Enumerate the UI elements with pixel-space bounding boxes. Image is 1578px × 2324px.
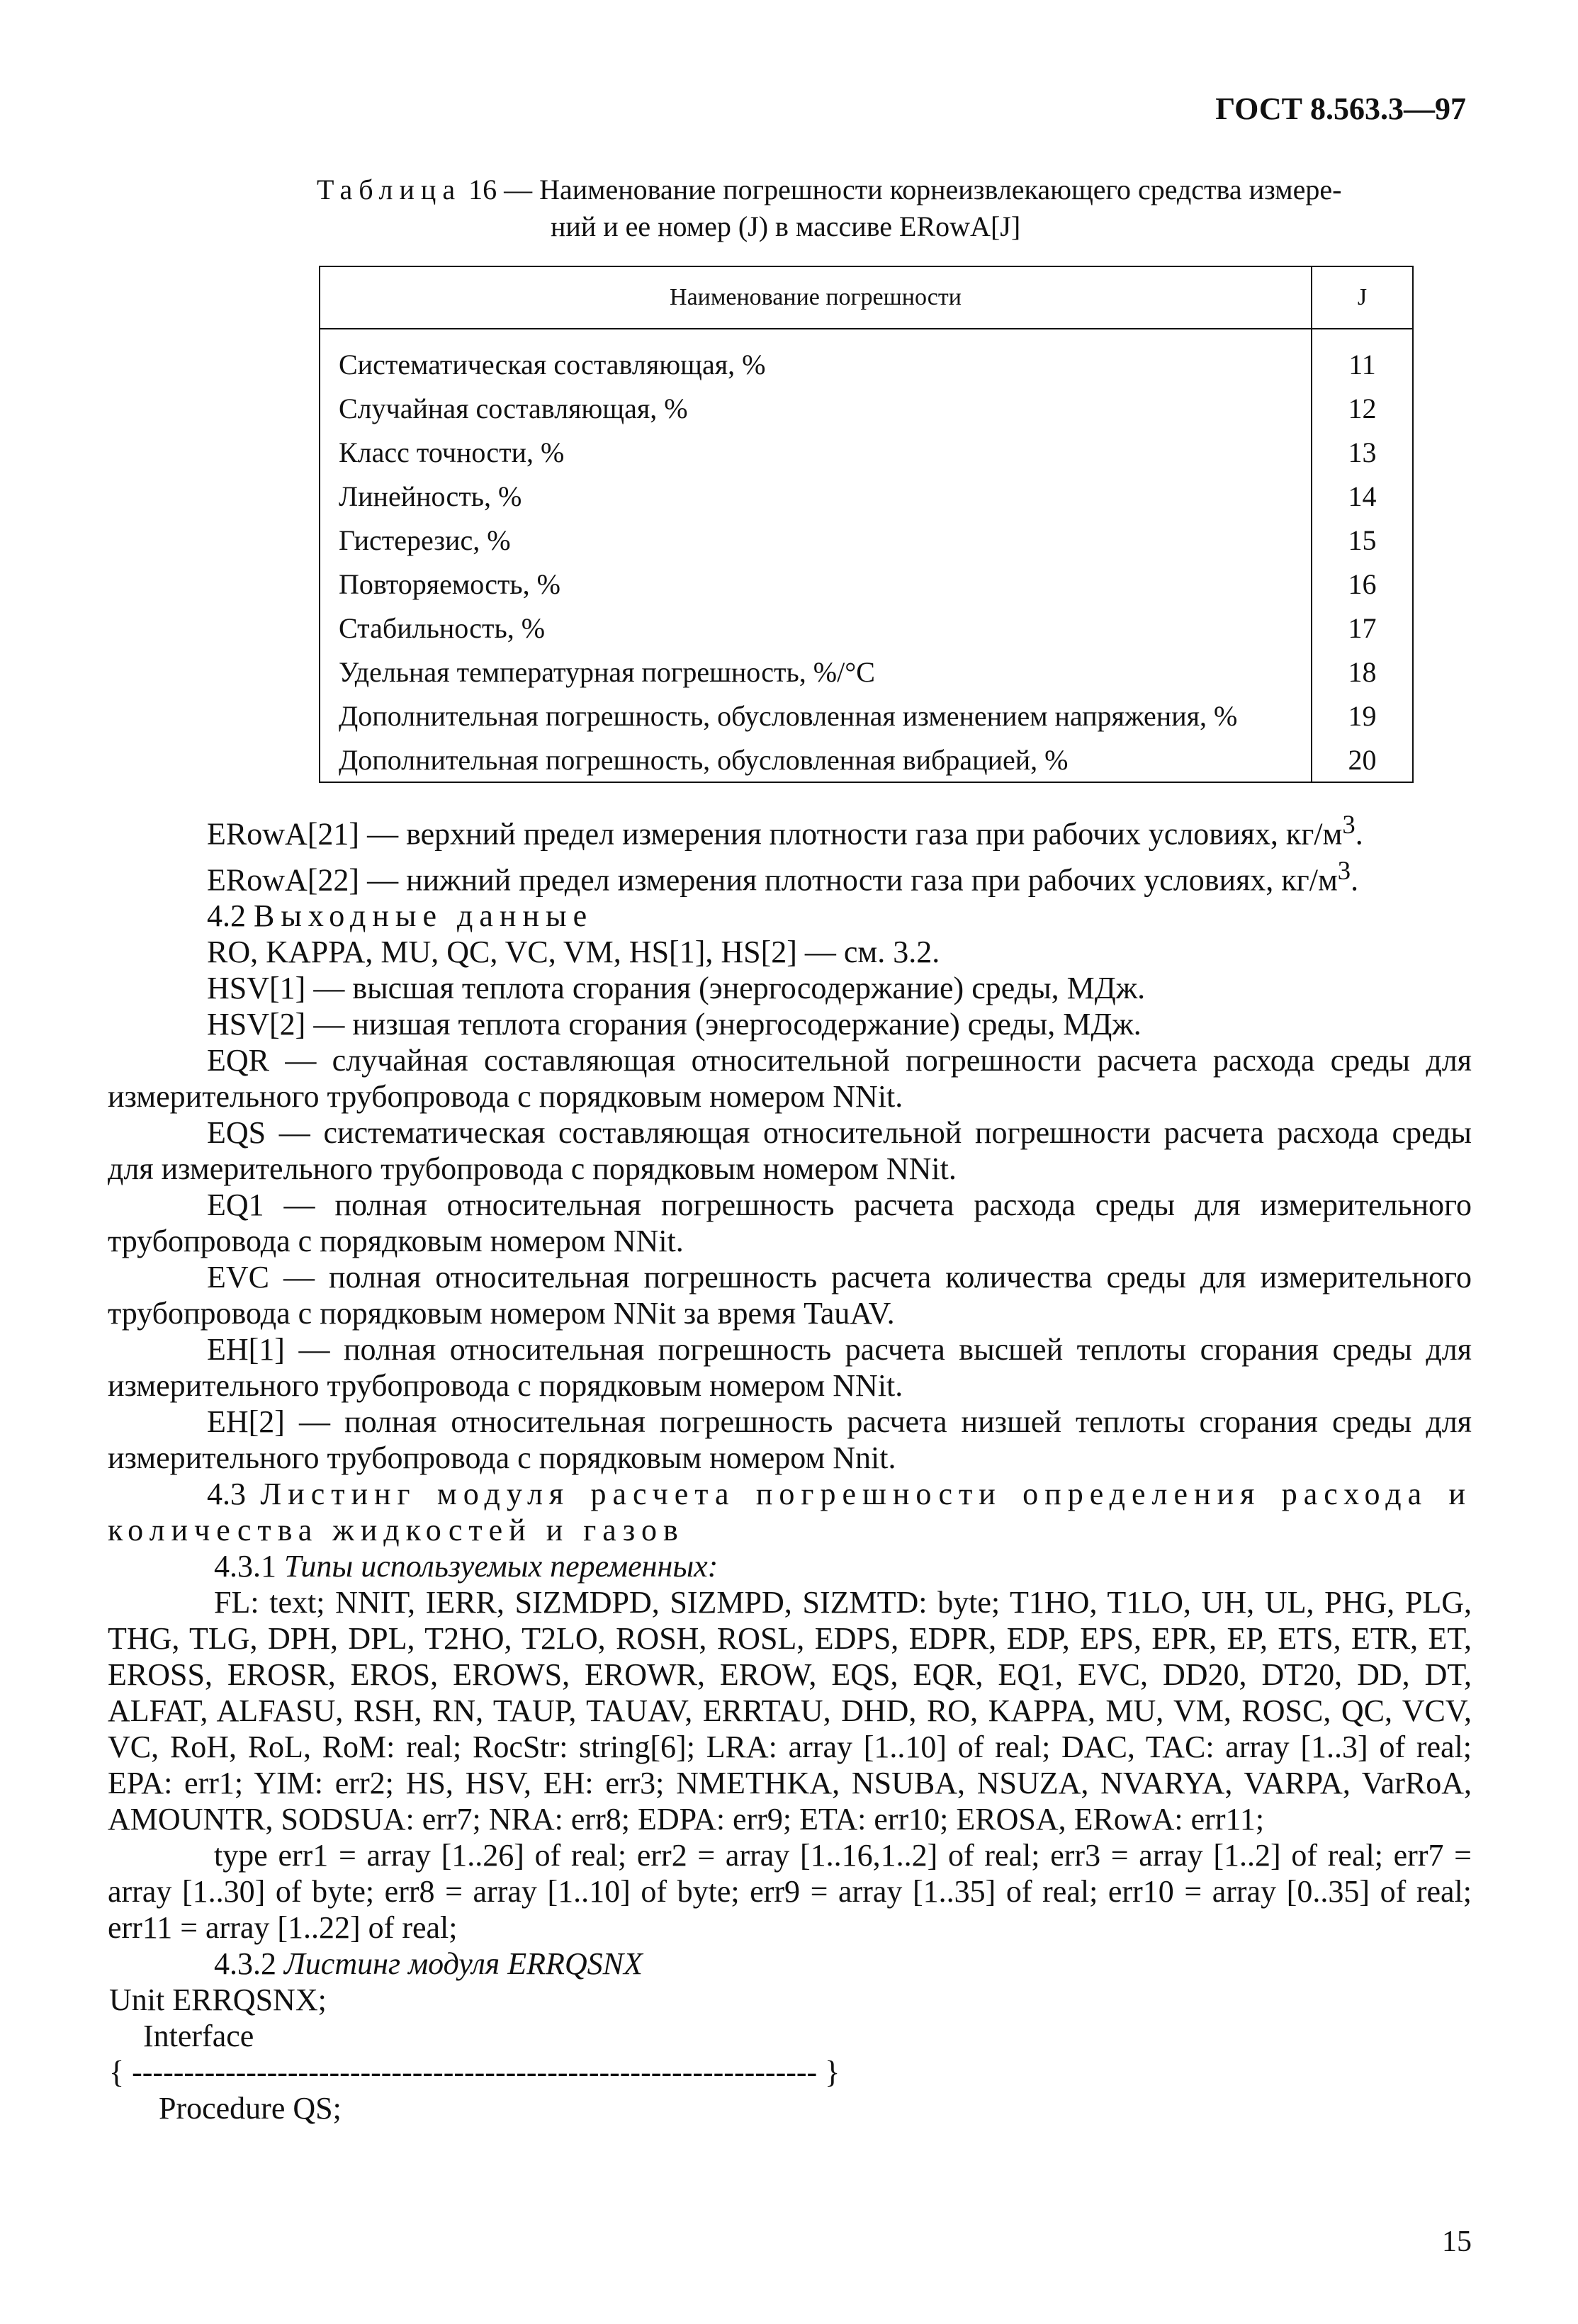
para-types: type err1 = array [1..26] of real; err2 = array [1..16,1..2] of real; err3 = array [1..2] of real; err7 = array [1..30] of byte; err8 = array [1..10] of byte; err9 = array [1..35] of real; err10 = array [0..35] of real; err11 = array [1..22] of real; xyxy=(108,1838,1472,1946)
para-eh2: EH[2] — полная относительная погрешность расчета низшей теплоты сгорания среды для измерительного трубопровода с порядковым номером Nnit. xyxy=(108,1404,1472,1476)
table-row xyxy=(320,329,1413,386)
table-header-row xyxy=(320,266,1413,329)
section-4-3-2-heading: 4.3.2 Листинг модуля ERRQSNX xyxy=(214,1946,643,1982)
row-j: 11 xyxy=(1312,329,1413,386)
row-name: Дополнительная погрешность, обусловленная изменением напряжения, % xyxy=(320,694,1312,738)
section-4-2-heading: 4.2 Выходные данные xyxy=(207,898,594,934)
para-eh1: EH[1] — полная относительная погрешность расчета высшей теплоты сгорания среды для измерительного трубопровода с порядковым номером NNit. xyxy=(108,1332,1472,1404)
para-erow22: ERowA[22] — нижний предел измерения плотности газа при рабочих условиях, $кг/м^3$. xyxy=(207,855,1359,898)
row-j: 18 xyxy=(1312,650,1413,694)
code-line: { ------------------------------------------------------------------ } xyxy=(109,2055,840,2090)
para-hsv2: HSV[2] — низшая теплота сгорания (энергосодержание) среды, МДж. xyxy=(207,1007,1142,1042)
para-eq1: EQ1 — полная относительная погрешность расчета расхода среды для измерительного трубопровода с порядковым номером NNit. xyxy=(108,1188,1472,1259)
section-4-3-heading: 4.3 Листинг модуля расчета погрешности определения расхода и количества жидкостей и газов xyxy=(108,1477,1472,1548)
body-text xyxy=(108,806,1472,2126)
row-name: Гистерезис, % xyxy=(320,518,1312,562)
table-row xyxy=(320,562,1413,606)
table-caption-line2: ний и ее номер (J) в массиве ERowA[J] xyxy=(551,210,1021,242)
para-eqr: EQR — случайная составляющая относительной погрешности расчета расхода среды для измерительного трубопровода с порядковым номером NNit. xyxy=(108,1043,1472,1115)
row-j: 19 xyxy=(1312,694,1413,738)
para-vars: FL: text; NNIT, IERR, SIZMDPD, SIZMPD, SIZMTD: byte; T1HO, T1LO, UH, UL, PHG, PLG, THG, TLG, DPH, DPL, T2HO, T2LO, ROSH, ROSL, EDPS, EDPR, EDP, EPS, EPR, EP, ETS, ETR, ET, EROSS, EROSR, EROS, EROWS, EROWR, EROW, EQS, EQR, EQ1, EVC, DD20, DT20, DD, DT, ALFAT, ALFASU, RSH, RN, TAUP, TAUAV, ERRTAU, DHD, RO, KAPPA, MU, VM, ROSC, QC, VCV, VC, RoH, RoL, RoM: real; RocStr: string[6]; LRA: array [1..10] of real; DAC, TAC: array [1..3] of real; EPA: err1; YIM: err2; HS, HSV, EH: err3; NMETHKA, NSUBA, NSUZA, NVARYA, VARPA, VarRoA, AMOUNTR, SODSUA: err7; NRA: err8; EDPA: err9; ETA: err10; EROSA, ERowA: err11; xyxy=(108,1585,1472,1837)
document-number: ГОСТ 8.563.3—97 xyxy=(1215,91,1466,126)
section-4-3-1-heading: 4.3.1 Типы используемых переменных: xyxy=(214,1549,718,1584)
col-header-name: Наименование погрешности xyxy=(320,266,1312,329)
row-name: Систематическая составляющая, % xyxy=(320,329,1312,386)
para-evc: EVC — полная относительная погрешность расчета количества среды для измерительного трубопровода с порядковым номером NNit за время TauAV. xyxy=(108,1260,1472,1331)
error-table xyxy=(319,266,1414,783)
table-caption xyxy=(317,171,1466,245)
table-row xyxy=(320,518,1413,562)
row-j: 15 xyxy=(1312,518,1413,562)
code-line: Procedure QS; xyxy=(159,2091,342,2126)
row-name: Класс точности, % xyxy=(320,430,1312,474)
row-j: 16 xyxy=(1312,562,1413,606)
row-j: 13 xyxy=(1312,430,1413,474)
page-number: 15 xyxy=(1442,2226,1472,2258)
row-name: Случайная составляющая, % xyxy=(320,386,1312,430)
row-name: Стабильность, % xyxy=(320,606,1312,650)
para-hsv1: HSV[1] — высшая теплота сгорания (энергосодержание) среды, МДж. xyxy=(207,971,1146,1006)
row-name: Дополнительная погрешность, обусловленная вибрацией, % xyxy=(320,738,1312,782)
para-eqs: EQS — систематическая составляющая относительной погрешности расчета расхода среды для измерительного трубопровода с порядковым номером NNit. xyxy=(108,1115,1472,1187)
table-row xyxy=(320,694,1413,738)
row-j: 14 xyxy=(1312,474,1413,518)
row-j: 20 xyxy=(1312,738,1413,782)
table-row xyxy=(320,650,1413,694)
table-row xyxy=(320,386,1413,430)
code-line: Interface xyxy=(143,2019,254,2054)
row-name: Повторяемость, % xyxy=(320,562,1312,606)
row-j: 17 xyxy=(1312,606,1413,650)
col-header-j: J xyxy=(1312,266,1413,329)
table-row xyxy=(320,738,1413,782)
row-name: Линейность, % xyxy=(320,474,1312,518)
para-erow21: ERowA[21] — верхний предел измерения плотности газа при рабочих условиях, $кг/м^3$. xyxy=(207,810,1363,852)
table-caption-label: Таблица xyxy=(317,174,462,205)
para-ro: RO, KAPPA, MU, QC, VC, VM, HS[1], HS[2] — см. 3.2. xyxy=(207,935,940,970)
table-row xyxy=(320,474,1413,518)
table-row xyxy=(320,606,1413,650)
table-caption-line1: 16 — Наименование погрешности корнеизвлекающего средства измере- xyxy=(461,174,1342,205)
table-row xyxy=(320,430,1413,474)
row-j: 12 xyxy=(1312,386,1413,430)
code-line: Unit ERRQSNX; xyxy=(109,1982,327,2018)
row-name: Удельная температурная погрешность, %/°С xyxy=(320,650,1312,694)
